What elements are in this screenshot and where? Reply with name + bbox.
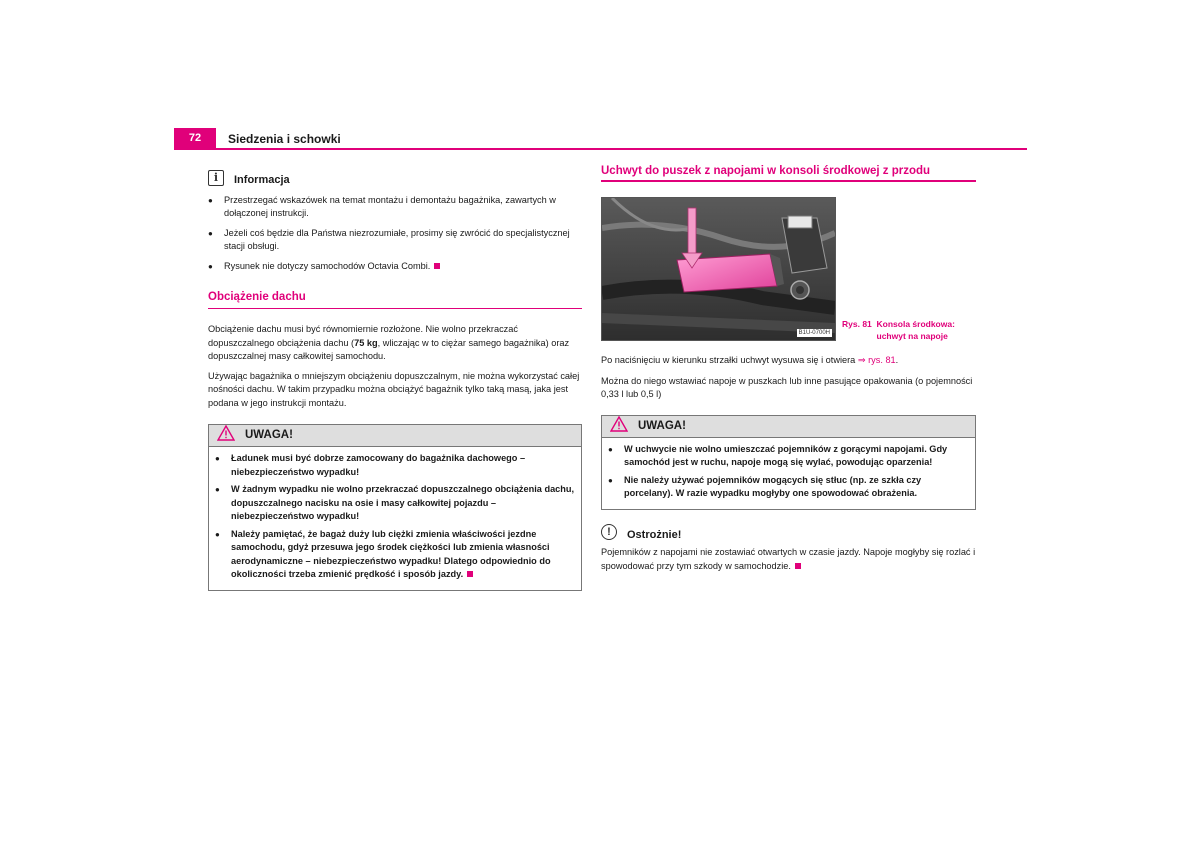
end-of-section-marker	[795, 563, 801, 569]
info-item	[208, 260, 582, 274]
warning-body	[209, 447, 581, 590]
cupholder-text-end: .	[895, 355, 899, 365]
warning-title: UWAGA!	[638, 419, 686, 432]
warning-item: ● W uchwycie nie wolno umieszczać pojemników z gorącymi napojami. Gdy samochód jest w ruchu, napoje mogą się wylać, powodując oparzenia!	[608, 443, 969, 470]
warning-body	[602, 438, 975, 509]
cupholder-paragraph-1	[601, 354, 976, 368]
info-box	[208, 168, 582, 273]
chapter-title: Siedzenia i schowki	[228, 132, 341, 146]
warning-item	[215, 528, 575, 582]
cupholder-heading-block	[601, 165, 976, 182]
figure-code: B1U-0700H	[798, 330, 830, 336]
warning-box	[601, 415, 976, 510]
page-number: 72	[174, 128, 216, 148]
warning-header	[602, 416, 975, 438]
section-heading-roof-load: Obciążenie dachu	[208, 291, 306, 303]
warning-item: ● Nie należy używać pojemników mogących się stłuc (np. ze szkła czy porcelany). W razie wypadku mogłyby one spowodować obrażenia.	[608, 474, 969, 501]
left-column	[208, 168, 582, 591]
caution-text: Pojemników z napojami nie zostawiać otwartych w czasie jazdy. Napoje mogłyby się rozlać i spowodować przy tym szkody w samochodzie.	[601, 547, 976, 571]
roof-load-paragraph-2: Używając bagażnika o mniejszym obciążeniu dopuszczalnym, nie można wykorzystać całej nośności dachu. W takim przypadku można obciążyć bagażnik tylko taką masą, jaka jest podana w jego instrukcji montażu.	[208, 370, 580, 408]
roof-load-limit: 75 kg	[354, 337, 378, 348]
section-divider	[601, 180, 976, 182]
info-item: ● Przestrzegać wskazówek na temat montażu i demontażu bagażnika, zawartych w dołączonej instrukcji.	[208, 194, 582, 221]
end-of-section-marker	[467, 571, 473, 577]
figure-caption-text: Konsola środkowa: uchwyt na napoje	[876, 319, 955, 341]
warning-item: ● Ładunek musi być dobrze zamocowany do bagażnika dachowego – niebezpieczeństwo wypadku!	[215, 452, 575, 479]
figure-center-console	[601, 197, 836, 341]
roof-load-text: Obciążenie dachu musi być równomiernie rozłożone. Nie wolno przekraczać dopuszczalnego obciążenia dachu (	[208, 324, 518, 348]
caution-exclamation-icon: !	[601, 524, 617, 540]
info-item: ● Jeżeli coś będzie dla Państwa niezrozumiałe, prosimy się zwrócić do specjalistycznej stacji obsługi.	[208, 227, 582, 254]
section-heading-cupholder: Uchwyt do puszek z napojami w konsoli środkowej z przodu	[601, 165, 931, 177]
roof-load-text: , wliczając w to ciężar samego bagażnika) oraz dopuszczalnej masy całkowitej samochodu.	[208, 337, 570, 361]
caution-box	[601, 523, 976, 574]
right-column	[601, 354, 976, 579]
caution-paragraph	[601, 546, 976, 573]
warning-triangle-icon	[610, 416, 628, 432]
cupholder-text: Po naciśnięciu w kierunku strzałki uchwyt wysuwa się i otwiera	[601, 355, 858, 365]
figure-caption	[842, 318, 987, 342]
header-divider	[174, 148, 1027, 150]
warning-title: UWAGA!	[245, 429, 293, 441]
info-title: Informacja	[234, 174, 290, 186]
warning-box	[208, 424, 582, 591]
section-divider	[208, 308, 582, 310]
warning-item-text: Należy pamiętać, że bagaż duży lub ciężki zmienia właściwości jezdne samochodu, gdyż przesuwa jego środek ciężkości lub zmienia własności aerodynamiczne – niebezpieczeństwo wypadku! Dlatego odpowiednio do okoliczności trzeba zmienić prędkość i sposób jazdy.	[231, 528, 551, 579]
cupholder-illustration	[602, 198, 835, 340]
warning-triangle-icon	[217, 425, 235, 441]
figure-label: Rys. 81	[842, 319, 872, 329]
warning-header	[209, 425, 581, 447]
caution-title: Ostrożnie!	[627, 528, 682, 541]
roof-load-section	[208, 291, 582, 410]
warning-item: ● W żadnym wypadku nie wolno przekraczać dopuszczalnego obciążenia dachu, dopuszczalnego nacisku na osie i masy całkowitej pojazdu – niebezpieczeństwo wypadku!	[215, 483, 575, 524]
info-icon: i	[208, 170, 224, 186]
roof-load-paragraph-1	[208, 323, 582, 364]
info-item-text: Rysunek nie dotyczy samochodów Octavia Combi.	[224, 260, 431, 271]
end-of-section-marker	[434, 263, 440, 269]
figure-reference-link[interactable]: ⇒ rys. 81	[857, 355, 896, 365]
cupholder-paragraph-2: Można do niego wstawiać napoje w puszkach lub inne pasujące opakowania (o pojemności 0,33 l lub 0,5 l)	[601, 375, 973, 399]
